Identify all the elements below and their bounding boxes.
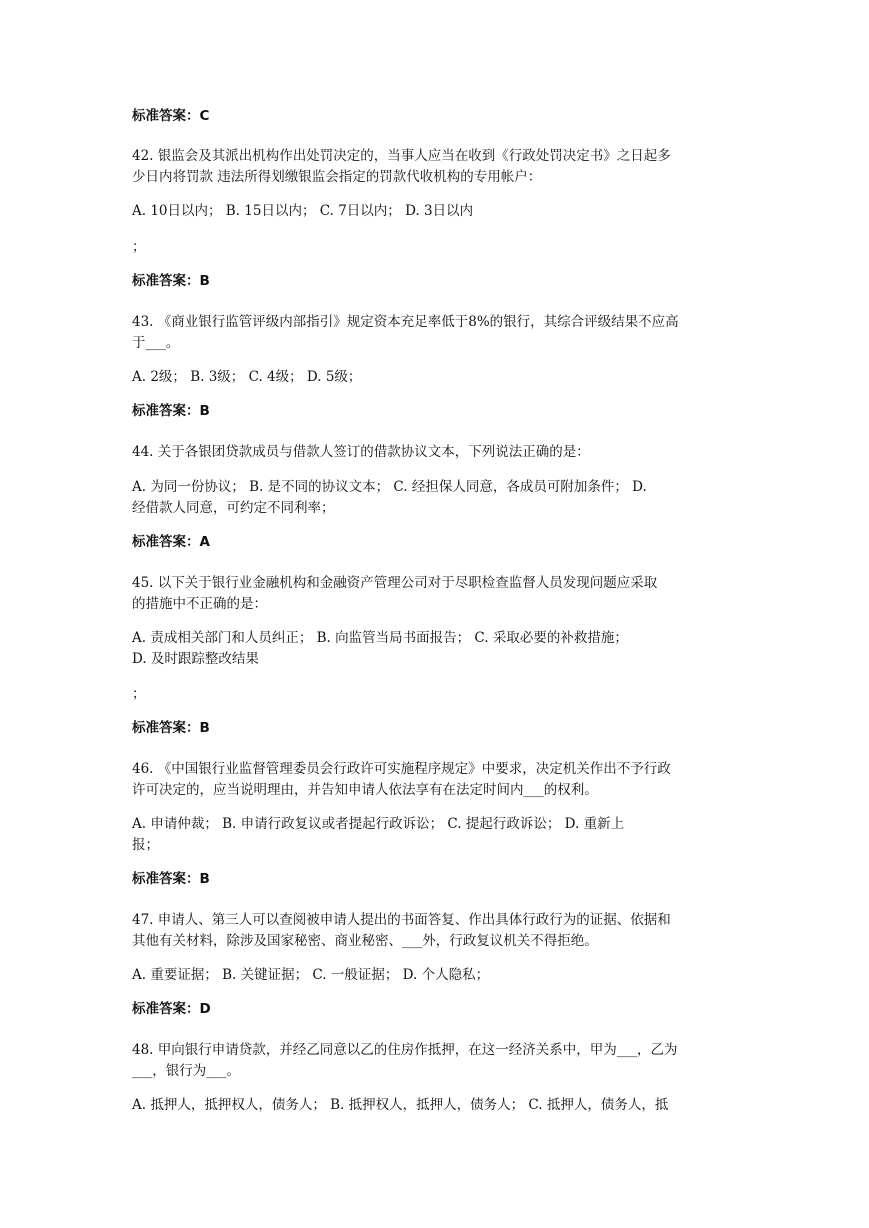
question-47-line-2: 其他有关材料，除涉及国家秘密、商业秘密、___外，行政复议机关不得拒绝。 (132, 933, 598, 949)
options-46-line-1: A. 申请仲裁； B. 申请行政复议或者提起行政诉讼； C. 提起行政诉讼； D. 重新上 (132, 816, 625, 832)
question-44-line-1: 44. 关于各银团贷款成员与借款人签订的借款协议文本，下列说法正确的是： (132, 444, 590, 460)
options-45-line-2: D. 及时跟踪整改结果 (132, 651, 259, 667)
question-42-line-2: 少日内将罚款 违法所得划缴银监会指定的罚款代收机构的专用帐户： (132, 169, 542, 185)
question-47-line-1: 47. 申请人、第三人可以查阅被申请人提出的书面答复、作出具体行政行为的证据、依据和 (132, 912, 671, 928)
question-45-line-2: 的措施中不正确的是： (132, 596, 267, 612)
question-48-line-1: 48. 甲向银行申请贷款，并经乙同意以乙的住房作抵押，在这一经济关系中，甲为___，乙为 (132, 1042, 678, 1058)
options-45-line-1: A. 责成相关部门和人员纠正； B. 向监管当局书面报告； C. 采取必要的补救措施； (132, 630, 628, 646)
question-43-line-1: 43. 《商业银行监管评级内部指引》规定资本充足率低于8%的银行，其综合评级结果不应高 (132, 314, 679, 330)
answer-41: 标准答案：C (132, 108, 210, 124)
question-42-line-1: 42. 银监会及其派出机构作出处罚决定的，当事人应当在收到《行政处罚决定书》之日起多 (132, 148, 671, 164)
question-46-line-2: 许可决定的，应当说明理由，并告知申请人依法享有在法定时间内___的权利。 (132, 782, 598, 798)
question-45-line-1: 45. 以下关于银行业金融机构和金融资产管理公司对于尽职检查监督人员发现问题应采取 (132, 575, 658, 591)
options-48-line-1: A. 抵押人，抵押权人，债务人； B. 抵押权人，抵押人，债务人； C. 抵押人，债务人，抵 (132, 1097, 669, 1113)
answer-46: 标准答案：B (132, 871, 210, 887)
answer-47: 标准答案：D (132, 1001, 211, 1017)
options-46-line-2: 报； (132, 837, 159, 853)
options-42: A. 10日以内； B. 15日以内； C. 7日以内； D. 3日以内 (132, 203, 474, 219)
separator-42: ； (132, 239, 146, 255)
options-44-line-1: A. 为同一份协议； B. 是不同的协议文本； C. 经担保人同意，各成员可附加条件； D. (132, 479, 647, 495)
question-48-line-2: ___，银行为___。 (132, 1063, 240, 1079)
question-43-line-2: 于___。 (132, 335, 180, 351)
question-46-line-1: 46. 《中国银行业监督管理委员会行政许可实施程序规定》中要求，决定机关作出不予行政 (132, 761, 671, 777)
answer-45: 标准答案：B (132, 720, 210, 736)
answer-43: 标准答案：B (132, 403, 210, 419)
answer-42: 标准答案：B (132, 273, 210, 289)
options-44-line-2: 经借款人同意，可约定不同利率； (132, 500, 335, 516)
options-47: A. 重要证据； B. 关键证据； C. 一般证据； D. 个人隐私； (132, 967, 490, 983)
answer-44: 标准答案：A (132, 534, 210, 550)
options-43: A. 2级； B. 3级； C. 4级； D. 5级； (132, 369, 362, 385)
separator-45: ； (132, 686, 146, 702)
